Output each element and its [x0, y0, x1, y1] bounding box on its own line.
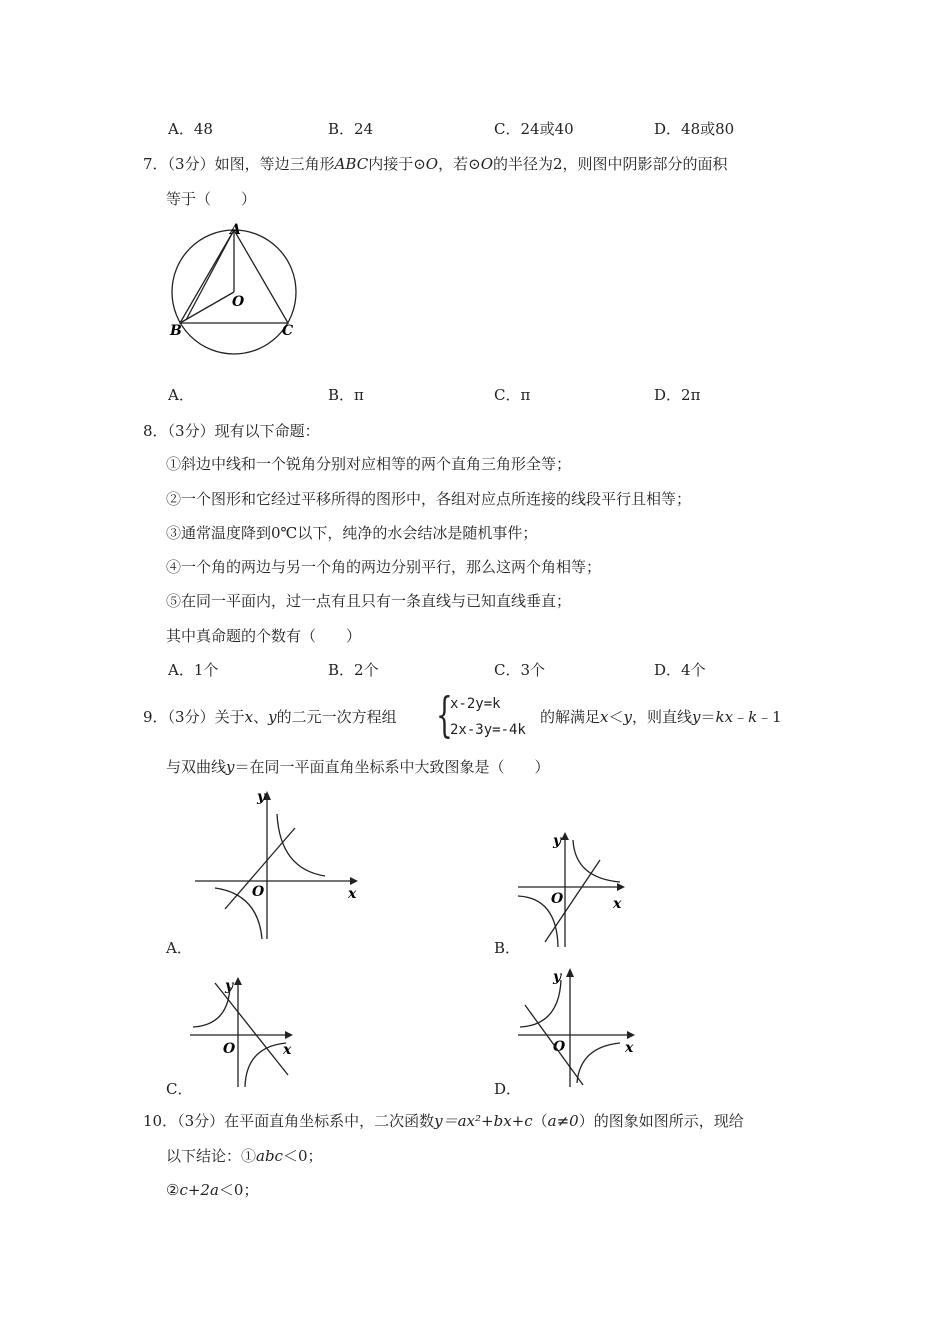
- q9-graph-c: [188, 975, 308, 1090]
- q6-option-b: B．24: [328, 120, 374, 138]
- q9-line2-a: 与双曲线: [166, 758, 227, 776]
- q7-option-d: D．2π: [654, 386, 701, 404]
- q7-circle-o2: O: [480, 155, 493, 173]
- q10-expr: c+2a: [179, 1181, 219, 1199]
- q7-triangle-name: ABC: [334, 155, 369, 173]
- q8-option-c: C．3个: [494, 661, 546, 679]
- q9-cond-x: x: [600, 708, 609, 726]
- q10-abc: abc: [256, 1147, 283, 1165]
- q10-line3-a: ②: [166, 1181, 180, 1199]
- q9-number: 9．: [143, 708, 168, 726]
- q9-equation-2: 2x-3y=-4k: [450, 722, 526, 738]
- q9-option-c: C．: [166, 1080, 193, 1098]
- q10-line3-b: ＜0；: [218, 1181, 259, 1199]
- q9-line2-b: ＝在同一平面直角坐标系中大致图象是（ ）: [234, 758, 550, 776]
- q8-item-4: ④一个角的两边与另一个角的两边分别平行，那么这两个角相等；: [166, 558, 602, 576]
- q9-var-x: x: [244, 708, 254, 726]
- q9-cond-lt: ＜: [608, 708, 624, 726]
- q9-a-x-label: x: [348, 886, 357, 902]
- q8-question: 其中真命题的个数有（ ）: [166, 627, 362, 645]
- q9-graph-b: [515, 830, 645, 950]
- q7-text-c: ，若⊙: [438, 155, 481, 173]
- q8-stem: [143, 421, 320, 441]
- q8-item-3: ③通常温度降到0℃以下，纯净的水会结冰是随机事件；: [166, 524, 538, 542]
- q8-item-2: ②一个图形和它经过平移所得的图形中，各组对应点所连接的线段平行且相等；: [166, 490, 692, 508]
- q9-d-x-label: x: [625, 1040, 634, 1056]
- q9-d-o-label: O: [553, 1039, 566, 1055]
- q9-stem-part1: [143, 707, 397, 727]
- q10-text-a: （3分）在平面直角坐标系中，二次函数: [177, 1112, 435, 1130]
- q7-segment-ob: [180, 292, 234, 323]
- q8-item-5: ⑤在同一平面内，过一点有且只有一条直线与已知直线垂直；: [166, 592, 572, 610]
- q10-stem-line1: [143, 1111, 744, 1131]
- q9-system-brace: {: [436, 687, 453, 743]
- q7-label-o: O: [232, 294, 245, 310]
- q8-number: 8．: [143, 422, 168, 440]
- q9-line-end: ﹣1: [757, 708, 782, 726]
- q9-line-kx: kx: [715, 708, 734, 726]
- q7-text-a: （3分）如图，等边三角形: [167, 155, 335, 173]
- q7-stem-line2: 等于（ ）: [166, 190, 257, 208]
- q9-option-a: A．: [166, 939, 192, 957]
- q9-text-c: 的解满足: [540, 708, 601, 726]
- q9-cond-y: y: [623, 708, 632, 726]
- q9-c-y-label: y: [225, 978, 234, 994]
- q10-condition: a≠0: [547, 1112, 579, 1130]
- q9-graph-d: [515, 965, 645, 1090]
- q7-text-b: 内接于⊙: [368, 155, 426, 173]
- q9-b-y-label: y: [553, 833, 562, 849]
- q8-stem-text: （3分）现有以下命题：: [167, 422, 320, 440]
- q9-b-x-label: x: [613, 896, 622, 912]
- q10-line2-a: 以下结论：①: [166, 1147, 257, 1165]
- q9-a-o-label: O: [252, 884, 265, 900]
- q6-option-a: A．48: [168, 120, 213, 138]
- q9-sep: 、: [253, 708, 269, 726]
- q9-text-b: 的二元一次方程组: [276, 708, 397, 726]
- q9-graph-a: [190, 784, 365, 944]
- q7-option-a: A．: [168, 386, 194, 404]
- q9-b-o-label: O: [551, 891, 564, 907]
- q7-circle-figure: [162, 220, 302, 360]
- q8-option-d: D．4个: [654, 661, 706, 679]
- q9-stem-part2: [540, 707, 782, 727]
- q10-text-b: （: [532, 1112, 548, 1130]
- q6-option-d: D．48或80: [654, 120, 735, 138]
- q7-option-b: B．π: [328, 386, 364, 404]
- q7-option-c: C．π: [494, 386, 531, 404]
- q10-stem-line3: [166, 1180, 258, 1200]
- q9-var-y: y: [268, 708, 277, 726]
- q9-line-k: k: [748, 708, 758, 726]
- q7-circle-o1: O: [425, 155, 439, 173]
- q9-line-minus: ﹣: [733, 708, 749, 726]
- q7-label-c: C: [282, 323, 294, 339]
- q8-item-1: ①斜边中线和一个锐角分别对应相等的两个直角三角形全等；: [166, 455, 572, 473]
- q8-option-b: B．2个: [328, 661, 379, 679]
- q9-d-y-label: y: [553, 969, 562, 985]
- q9-line-eq: ＝: [700, 708, 716, 726]
- q10-stem-line2: [166, 1146, 323, 1166]
- q9-stem-line2: [166, 757, 550, 777]
- q10-function: y＝ax²+bx+c: [434, 1112, 533, 1130]
- q9-c-o-label: O: [223, 1041, 236, 1057]
- q9-c-x-label: x: [283, 1042, 292, 1058]
- q9-text-a: （3分）关于: [167, 708, 245, 726]
- q9-line-y: y: [692, 708, 701, 726]
- q9-a-y-label: y: [257, 789, 266, 805]
- q10-line2-b: ＜0；: [282, 1147, 323, 1165]
- q9-line2-y: y: [226, 758, 235, 776]
- q7-text-d: 的半径为2，则图中阴影部分的面积: [493, 155, 728, 173]
- q10-number: 10．: [143, 1112, 178, 1130]
- q7-label-b: B: [170, 323, 182, 339]
- q7-label-a: A: [230, 222, 241, 238]
- q9-equation-1: x-2y=k: [450, 696, 501, 712]
- q10-text-c: ）的图象如图所示，现给: [578, 1112, 744, 1130]
- q6-option-c: C．24或40: [494, 120, 574, 138]
- q7-stem-line1: [143, 154, 728, 174]
- q9-option-d: D．: [494, 1080, 522, 1098]
- q9-option-b: B．: [494, 939, 521, 957]
- q9-text-d: ，则直线: [631, 708, 692, 726]
- q8-option-a: A．1个: [168, 661, 219, 679]
- q7-number: 7．: [143, 155, 168, 173]
